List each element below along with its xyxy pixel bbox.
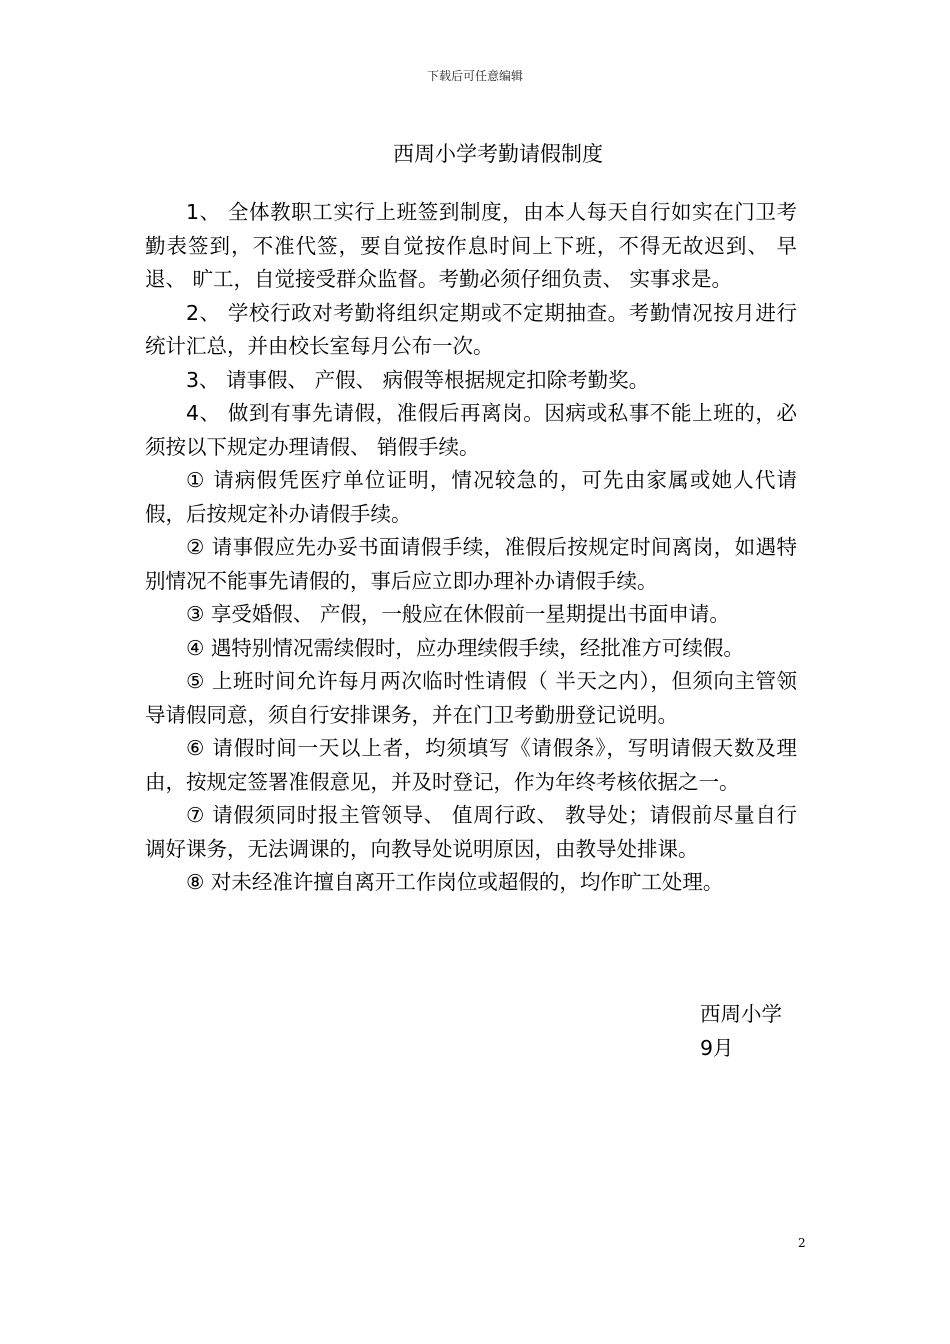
header-note: 下载后可任意编辑 — [426, 69, 523, 83]
rule-paragraph-3: 3、 请事假、 产假、 病假等根据规定扣除考勤奖。 — [186, 367, 650, 392]
signature-date: 9月 — [700, 1035, 734, 1060]
document-title: 西周小学考勤请假制度 — [393, 142, 603, 167]
document-body — [145, 196, 797, 900]
rule-paragraph-1: 1、 全体教职工实行上班签到制度，由本人每天自行如实在门卫考勤表签到，不准代签，要自觉按作息时间上下班，不得无故迟到、 早退、 旷工，自觉接受群众监督。考勤必须仔细负责、 实事求是。 — [145, 200, 797, 291]
sub-rule-5: ⑤ 上班时间允许每月两次临时性请假（ 半天之内），但须向主管领导请假同意，须自行安排课务，并在门卫考勤册登记说明。 — [145, 669, 797, 727]
sub-rule-6: ⑥ 请假时间一天以上者，均须填写《请假条》，写明请假天数及理由，按规定签署准假意见，并及时登记，作为年终考核依据之一。 — [145, 736, 797, 794]
signature-block — [700, 998, 782, 1065]
signature-school: 西周小学 — [700, 1002, 782, 1026]
sub-rule-3: ③ 享受婚假、 产假，一般应在休假前一星期提出书面申请。 — [186, 602, 730, 626]
page-number: 2 — [798, 1236, 806, 1250]
sub-rule-1: ① 请病假凭医疗单位证明，情况较急的，可先由家属或她人代请假，后按规定补办请假手续。 — [145, 468, 797, 526]
rule-paragraph-4: 4、 做到有事先请假，准假后再离岗。因病或私事不能上班的，必须按以下规定办理请假、 销假手续。 — [145, 401, 797, 459]
sub-rule-4: ④ 遇特别情况需续假时，应办理续假手续，经批准方可续假。 — [186, 635, 744, 660]
sub-rule-7: ⑦ 请假须同时报主管领导、 值周行政、 教导处；请假前尽量自行调好课务，无法调课的，向教导处说明原因，由教导处排课。 — [145, 803, 797, 861]
sub-rule-8: ⑧ 对未经准许擅自离开工作岗位或超假的，均作旷工处理。 — [186, 870, 724, 894]
sub-rule-2: ② 请事假应先办妥书面请假手续，准假后按规定时间离岗，如遇特别情况不能事先请假的，事后应立即办理补办请假手续。 — [145, 535, 797, 593]
rule-paragraph-2: 2、 学校行政对考勤将组织定期或不定期抽查。考勤情况按月进行统计汇总，并由校长室每月公布一次。 — [145, 300, 797, 358]
